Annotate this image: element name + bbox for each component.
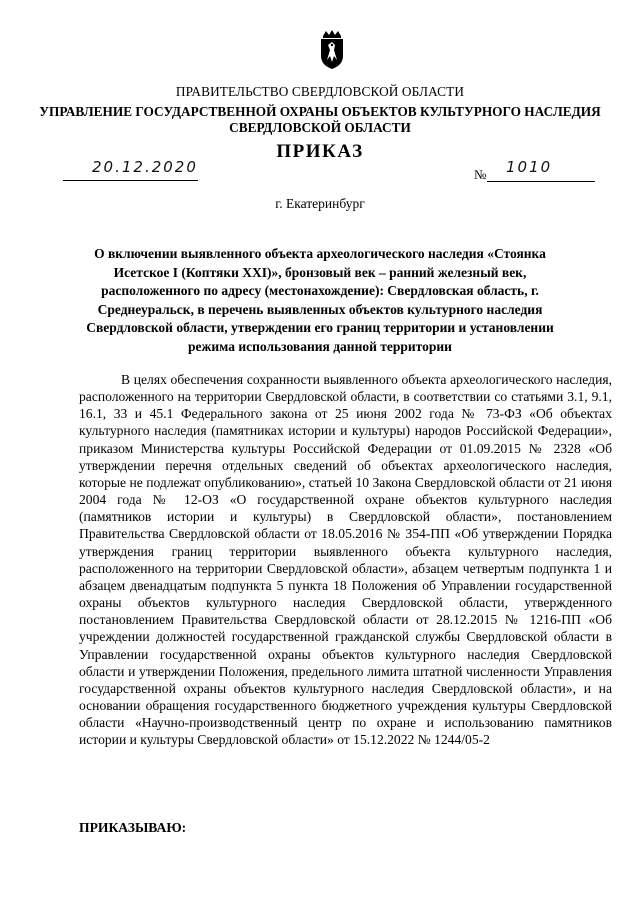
handwritten-date: 20.12.2020: [92, 158, 198, 176]
order-directive: ПРИКАЗЫВАЮ:: [79, 820, 187, 835]
department-line-1: УПРАВЛЕНИЕ ГОСУДАРСТВЕННОЙ ОХРАНЫ ОБЪЕКТОВ КУЛЬТУРНОГО НАСЛЕДИЯ: [39, 104, 601, 119]
city: г. Екатеринбург: [275, 196, 365, 211]
order-preamble: В целях обеспечения сохранности выявленного объекта археологического наследия, расположенного на территории Свердловской области, в соответствии со статьями 3.1, 9.1, 16.1, 33 и 45.1 Федерального закона от 25 июня 2002 года № 73-ФЗ «Об объектах культурного наследия (памятниках истории и культуры) народов Российской Федерации», приказом Министерства культуры Российской Федерации от 01.09.2015 № 2328 «Об утверждении перечня отдельных сведений об объектах археологического наследия, которые не подлежат опубликованию», статьей 10 Закона Свердловской области от 21 июня 2004 года № 12-ОЗ «О государственной охране объектов культурного наследия (памятников истории и культуры) в Свердловской области», постановлением Правительства Свердловской области от 18.05.2016 № 354-ПП «Об утверждении Порядка утверждения границ территории выявленного объекта культурного наследия, расположенного на территории Свердловской области», абзацем четвертым подпункта 1 и абзацем двенадцатым подпункта 5 пункта 18 Положения об Управлении государственной охраны объектов культурного наследия Свердловской области, утвержденного постановлением Правительства Свердловской области от 28.12.2015 № 1216-ПП «Об учреждении должностей государственной гражданской службы Свердловской области в Управлении государственной охраны объектов культурного наследия Свердловской области и утверждении Положения, предельного лимита штатной численности Управления государственной охраны объектов культурного наследия Свердловской области», и на основании обращения государственного бюджетного учреждения культуры Свердловской области «Научно-производственный центр по охране и использованию памятников истории и культуры Свердловской области» от 15.12.2022 № 1244/05-2: [79, 372, 612, 748]
department-line-2: СВЕРДЛОВСКОЙ ОБЛАСТИ: [229, 120, 411, 135]
coat-of-arms-icon: [318, 30, 346, 70]
date-underline: [63, 180, 198, 181]
government-name: ПРАВИТЕЛЬСТВО СВЕРДЛОВСКОЙ ОБЛАСТИ: [175, 84, 465, 99]
number-sign: №: [474, 167, 487, 182]
order-subject: О включении выявленного объекта археологического наследия «Стоянка Исетское I (Коптяки XXI)», бронзовый век – ранний железный век, расположенного по адресу (местонахождение): Свердловская область, г. Среднеуральск, в перечень выявленных объектов культурного наследия Свердловской области, утверждении его границ территории и установлении режима использования данной территории: [86, 246, 554, 354]
department-name: [0, 104, 640, 136]
document-type: ПРИКАЗ: [276, 141, 364, 162]
number-underline: [487, 181, 595, 182]
handwritten-number: 1010: [506, 158, 553, 176]
